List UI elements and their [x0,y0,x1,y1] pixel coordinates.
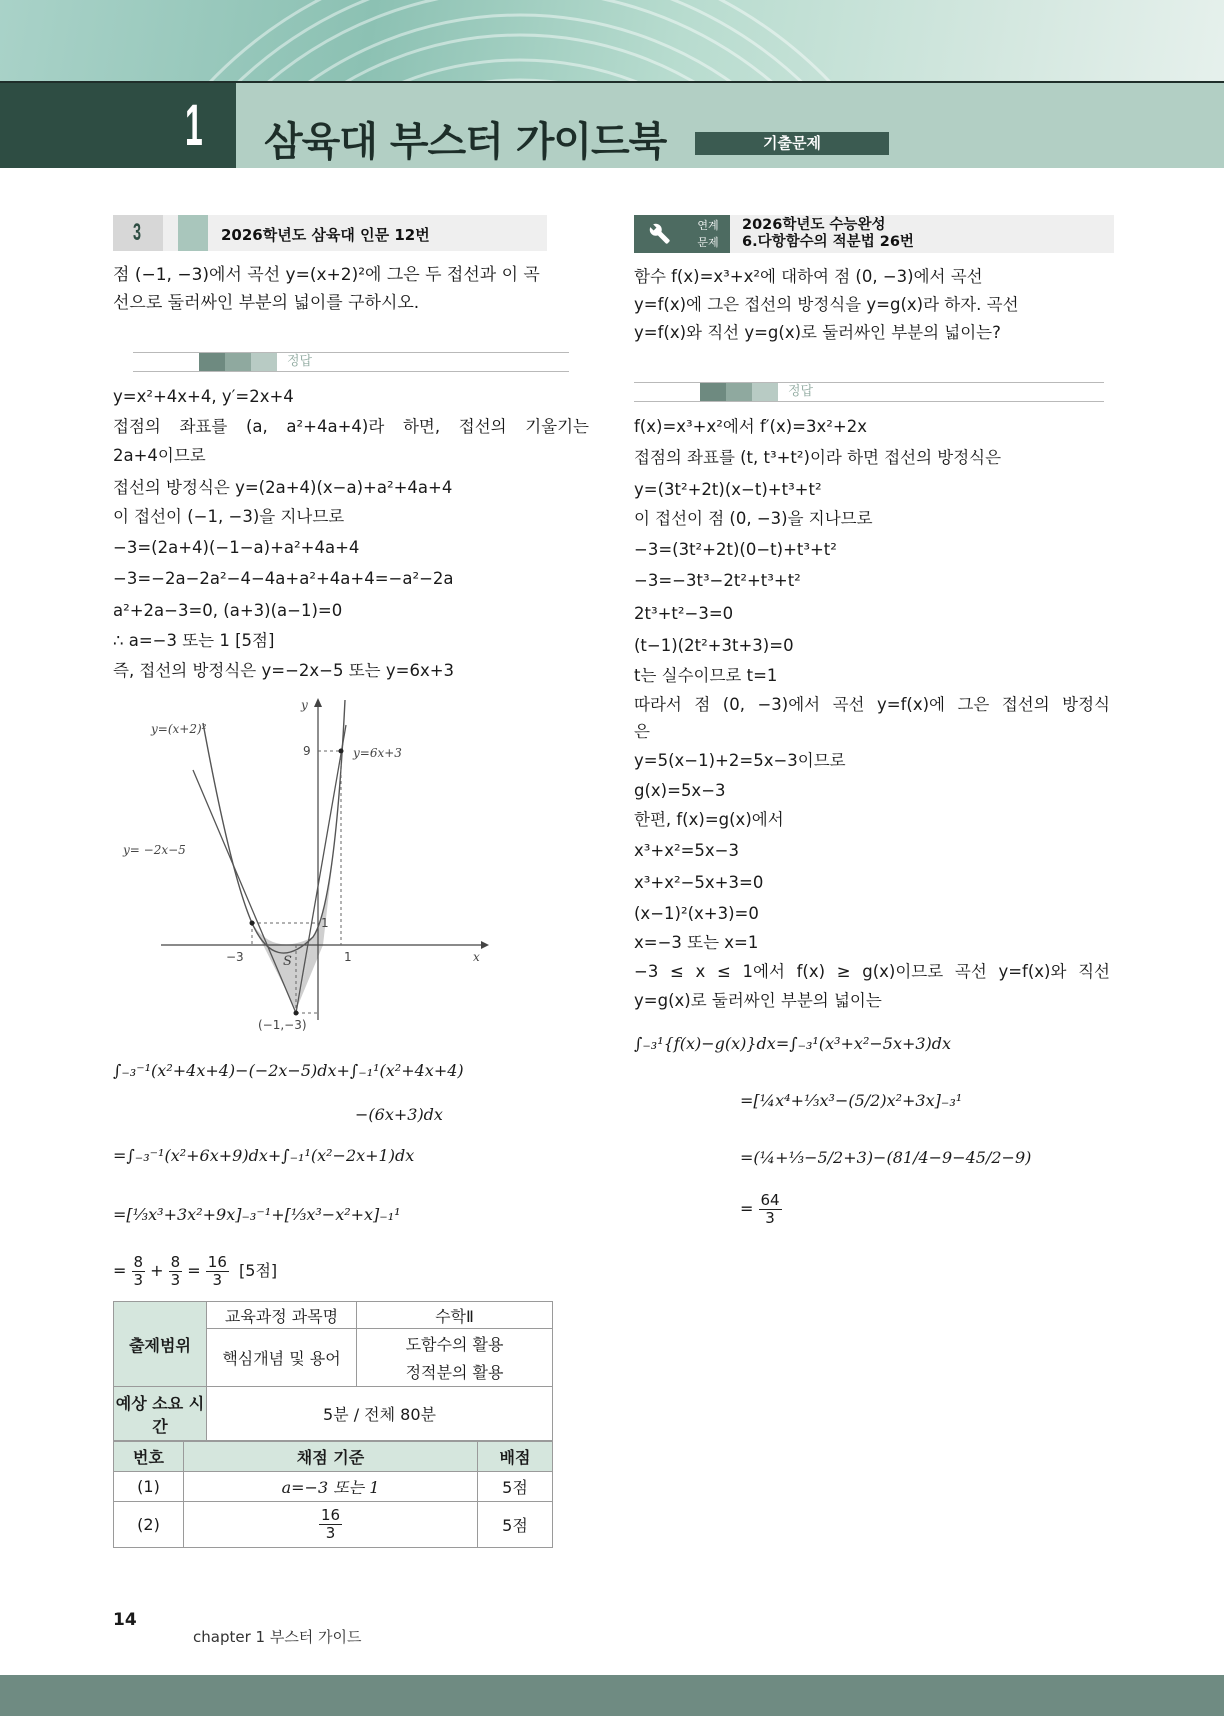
chapter-footer: chapter 1 부스터 가이드 [193,1628,362,1646]
y-axis-label: y [301,698,308,712]
tick-label-9: 9 [303,744,311,758]
fraction [132,1254,146,1289]
fraction [169,1254,183,1289]
solution-line: 한편, f(x)=g(x)에서 [634,810,784,829]
table-row [114,1472,553,1502]
solution-line: f(x)=x³+x²에서 f′(x)=3x²+2x [634,417,867,436]
solution-line: 접점의 좌표를 (t, t³+t²)이라 하면 접선의 방정식은 [634,448,1002,467]
tick-label-m3: −3 [226,950,244,964]
related-label-line1: 연계 [697,219,719,232]
related-title [742,217,914,251]
tick-label-1y: 1 [321,916,329,930]
solution-line: 2a+4이므로 [113,446,206,465]
answer-bar-block [225,353,251,371]
plus-sign: + [150,1261,164,1280]
tangent-point [339,749,344,754]
denominator: 3 [212,1271,223,1289]
problem-source: 2026학년도 삼육대 인문 12번 [221,226,430,244]
row-num: (2) [114,1502,184,1548]
solution-line: 즉, 접선의 방정식은 y=−2x−5 또는 y=6x+3 [113,661,455,680]
point-label: (−1,−3) [258,1018,307,1032]
integral-line: =[⅓x³+3x²+9x]₋₃⁻¹+[⅓x³−x²+x]₋₁¹ [113,1205,401,1224]
time-header: 예상 소요 시간 [114,1387,207,1441]
solution-line: x³+x²−5x+3=0 [634,873,764,892]
solution-line: 이 접선이 점 (0, −3)을 지나므로 [634,509,873,528]
solution-line: y=5(x−1)+2=5x−3이므로 [634,751,846,770]
solution-line: g(x)=5x−3 [634,781,726,800]
related-label-line2: 문제 [697,236,719,249]
integral-line: =∫₋₃⁻¹(x²+6x+9)dx+∫₋₁¹(x²−2x+1)dx [113,1146,415,1165]
problem-number-box [113,215,163,251]
answer-bar-right [634,382,1104,402]
score-header-criterion: 채점 기준 [184,1442,478,1472]
numerator: 8 [133,1253,144,1271]
score-header-points: 배점 [478,1442,553,1472]
solution-line: y=g(x)로 둘러싸인 부분의 넓이는 [634,991,882,1010]
integral-line: ∫₋₃¹{f(x)−g(x)}dx=∫₋₃¹(x³+x²−5x+3)dx [634,1034,952,1053]
solution-line: y=(3t²+2t)(x−t)+t³+t² [634,480,822,499]
integral-line: =(¼+⅓−5/2+3)−(81/4−9−45/2−9) [740,1148,1032,1167]
solution-line: (t−1)(2t²+3t+3)=0 [634,636,794,655]
table-row [114,1502,553,1548]
problem-accent-box [178,215,208,251]
equals-sign: = [187,1261,201,1280]
equals-sign: = [740,1199,754,1218]
solution-line: −3=−3t³−2t²+t³+t² [634,571,801,590]
page-number: 14 [113,1610,137,1630]
row-points: 5점 [478,1472,553,1502]
solution-line: 2t³+t²−3=0 [634,604,734,623]
denominator: 3 [170,1271,181,1289]
solution-line: t는 실수이므로 t=1 [634,666,778,685]
solution-line: x³+x²=5x−3 [634,841,739,860]
problem-text-line1: 점 (−1, −3)에서 곡선 y=(x+2)²에 그은 두 접선과 이 곡 [113,265,540,285]
integral-line: −(6x+3)dx [355,1105,443,1124]
related-text-line: 함수 f(x)=x³+x²에 대하여 점 (0, −3)에서 곡선 [634,267,983,286]
related-title-line2: 6.다항함수의 적분법 26번 [742,234,914,250]
x-axis-label: x [473,950,480,964]
scoring-table [113,1441,553,1548]
answer-bar-block [199,353,225,371]
answer-bar-block [726,383,752,401]
row-num: (1) [114,1472,184,1502]
curve-label: y=(x+2)² [151,722,207,736]
tangent1-label: y=6x+3 [353,746,402,760]
fraction [206,1254,229,1289]
row-criterion: a=−3 또는 1 [184,1472,478,1502]
numerator: 16 [320,1506,341,1524]
problem-text-line2: 선으로 둘러싸인 부분의 넓이를 구하시오. [113,293,420,313]
solution-line: (x−1)²(x+3)=0 [634,904,759,923]
external-point [294,1011,299,1016]
solution-line: a²+2a−3=0, (a+3)(a−1)=0 [113,601,343,620]
tangent-graph [113,695,493,1035]
solution-line: y=x²+4x+4, y′=2x+4 [113,387,294,406]
solution-line: 접선의 방정식은 y=(2a+4)(x−a)+a²+4a+4 [113,478,453,497]
solution-line: x=−3 또는 x=1 [634,933,759,952]
problem-number: 3 [133,219,142,246]
solution-line: 따라서 점 (0, −3)에서 곡선 y=f(x)에 그은 접선의 방정식 [634,695,1110,714]
numerator: 16 [207,1253,227,1271]
tangent2-label: y= −2x−5 [123,843,186,857]
answer-label: 정답 [287,354,313,369]
section-badge: 기출문제 [695,132,889,155]
region-label: S [283,954,292,969]
related-title-line1: 2026학년도 수능완성 [742,217,886,233]
range-header: 출제범위 [114,1302,207,1387]
problem-header [113,215,547,251]
fraction [319,1507,342,1542]
solution-line: −3=(2a+4)(−1−a)+a²+4a+4 [113,538,360,557]
solution-line: −3=(3t²+2t)(0−t)+t³+t² [634,540,837,559]
answer-bar-block [752,383,778,401]
range-value: 도함수의 활용 [357,1329,553,1358]
solution-line: −3=−2a−2a²−4−4a+a²+4a+4=−a²−2a [113,569,454,588]
row-criterion [184,1502,478,1548]
denominator: 3 [325,1524,336,1542]
exam-range-table [113,1301,553,1441]
score-header-num: 번호 [114,1442,184,1472]
integral-result-line [740,1192,782,1227]
integral-result-line [113,1254,277,1289]
y-axis-arrow [314,698,322,707]
chapter-number: 1 [185,93,203,158]
answer-bar-left [133,352,569,372]
x-axis-arrow [481,941,489,949]
range-label: 핵심개념 및 용어 [207,1329,357,1387]
tangent-line-1 [193,770,296,1013]
tangent-point [250,921,255,926]
numerator: 64 [760,1191,780,1209]
solution-line: 접점의 좌표를 (a, a²+4a+4)라 하면, 접선의 기울기는 [113,417,589,436]
score-note: [5점] [239,1261,278,1280]
related-text-line: y=f(x)에 그은 접선의 방정식을 y=g(x)라 하자. 곡선 [634,295,1019,314]
tangent-line-2 [296,725,346,1013]
range-value: 정적분의 활용 [357,1358,553,1387]
solution-line: 이 접선이 (−1, −3)을 지나므로 [113,507,345,526]
answer-label: 정답 [788,384,814,399]
integral-line: =[¼x⁴+⅓x³−(5/2)x²+3x]₋₃¹ [740,1091,963,1110]
solution-line: 은 [634,722,650,741]
time-value: 5분 / 전체 80분 [207,1387,553,1441]
row-points: 5점 [478,1502,553,1548]
denominator: 3 [765,1209,775,1227]
footer-band [0,1675,1224,1716]
denominator: 3 [133,1271,144,1289]
numerator: 8 [170,1253,181,1271]
related-problem-header [634,215,1114,253]
solution-line: −3 ≤ x ≤ 1에서 f(x) ≥ g(x)이므로 곡선 y=f(x)와 직선 [634,962,1110,981]
tick-label-1x: 1 [344,950,352,964]
answer-bar-block [700,383,726,401]
related-label [686,215,730,253]
fraction [759,1192,782,1227]
wrench-icon [634,215,686,253]
related-text-line: y=f(x)와 직선 y=g(x)로 둘러싸인 부분의 넓이는? [634,323,1001,342]
range-label: 교육과정 과목명 [207,1302,357,1329]
range-value: 수학Ⅱ [357,1302,553,1329]
solution-line: ∴ a=−3 또는 1 [5점] [113,631,275,650]
equals-sign: = [113,1261,127,1280]
page-title: 삼육대 부스터 가이드북 [264,119,667,165]
integral-line: ∫₋₃⁻¹(x²+4x+4)−(−2x−5)dx+∫₋₁¹(x²+4x+4) [113,1061,464,1080]
answer-bar-block [251,353,277,371]
